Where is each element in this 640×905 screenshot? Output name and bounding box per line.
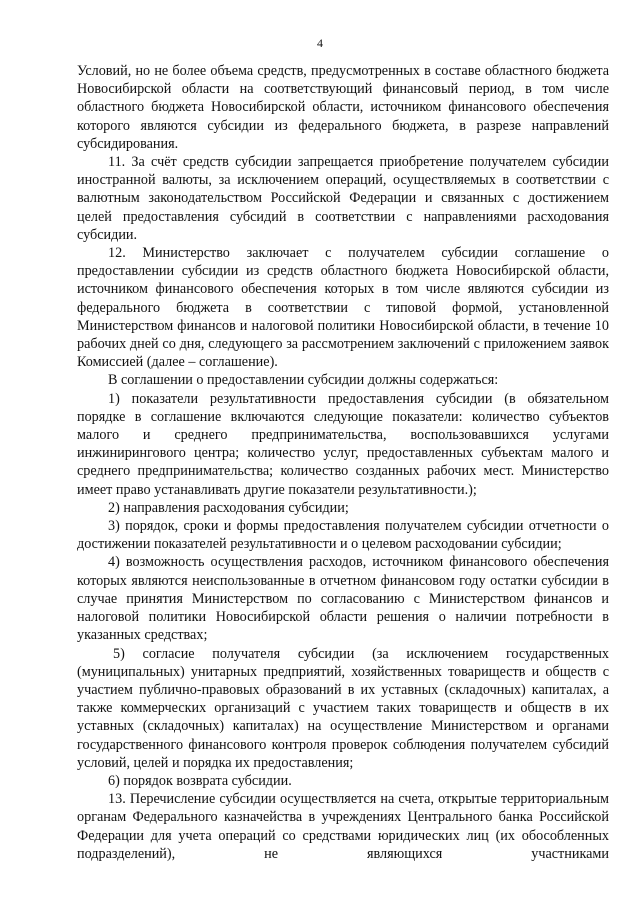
list-item-5: 5) согласие получателя субсидии (за исключением государственных (муниципальных) унитарных предприятий, хозяйственных товариществ и обществ с участием публично-правовых образований в их уставных (складочных) капиталах, а также коммерческих организаций с участием таких товариществ и обществ в их уставных (складочных) капиталах) на осуществление Министерством и органами государственного финансового контроля проверок соблюдения получателем субсидий условий, целей и порядка их предоставления; bbox=[77, 645, 609, 771]
paragraph-continuation: Условий, но не более объема средств, предусмотренных в составе областного бюджета Новосибирской области на соответствующий финансовый период, в том числе областного бюджета Новосибирской области, источником финансового обеспечения которого являются субсидии из федерального бюджета, в разрезе направлений субсидирования. bbox=[77, 63, 609, 152]
list-item-2: 2) направления расходования субсидии; bbox=[108, 499, 349, 516]
document-body bbox=[77, 62, 609, 863]
paragraph-agreement-contents: В соглашении о предоставлении субсидии должны содержаться: bbox=[108, 372, 499, 389]
page-number: 4 bbox=[317, 36, 323, 50]
list-item-3: 3) порядок, сроки и формы предоставления получателем субсидии отчетности о достижении показателей результативности и о целевом расходовании субсидии; bbox=[77, 518, 609, 553]
list-item-4: 4) возможность осуществления расходов, источником финансового обеспечения которых являются неиспользованные в отчетном финансовом году остатки субсидии в случае принятия Министерством по согласованию с Министерством финансов и налоговой политики Новосибирской области решения о наличии потребности в указанных средствах; bbox=[77, 554, 609, 644]
paragraph-13: 13. Перечисление субсидии осуществляется на счета, открытые территориальным органам Федерального казначейства в учреждениях Центрального банка Российской Федерации для учета операций со средствами юридических лиц (их обособленных подразделений), не являющихся участниками bbox=[77, 791, 609, 862]
paragraph-12: 12. Министерство заключает с получателем субсидии соглашение о предоставлении субсидии из средств областного бюджета Новосибирской области, источником финансового обеспечения которых в том числе являются субсидии из федерального бюджета в соответствии с типовой формой, установленной Министерством финансов и налоговой политики Новосибирской области, в течение 10 рабочих дней со дня, следующего за рассмотрением заключений с приложением заявок Комиссией (далее – соглашение). bbox=[77, 245, 609, 371]
list-item-6: 6) порядок возврата субсидии. bbox=[108, 772, 292, 789]
list-item-1: 1) показатели результативности предоставления субсидии (в обязательном порядке в соглашение включаются следующие показатели: количество субъектов малого и среднего предпринимательства, воспользовавшихся услугами инжинирингового центра; количество услуг, предоставленных субъектам малого и среднего предпринимательства; количество созданных рабочих мест. Министерство имеет право устанавливать другие показатели результативности.); bbox=[77, 390, 609, 498]
paragraph-11: 11. За счёт средств субсидии запрещается приобретение получателем субсидии иностранной валюты, за исключением операций, осуществляемых в соответствии с валютным законодательством Российской Федерации и связанных с достижением целей предоставления субсидий в соответствии с направлениями расходования субсидии. bbox=[77, 154, 609, 243]
